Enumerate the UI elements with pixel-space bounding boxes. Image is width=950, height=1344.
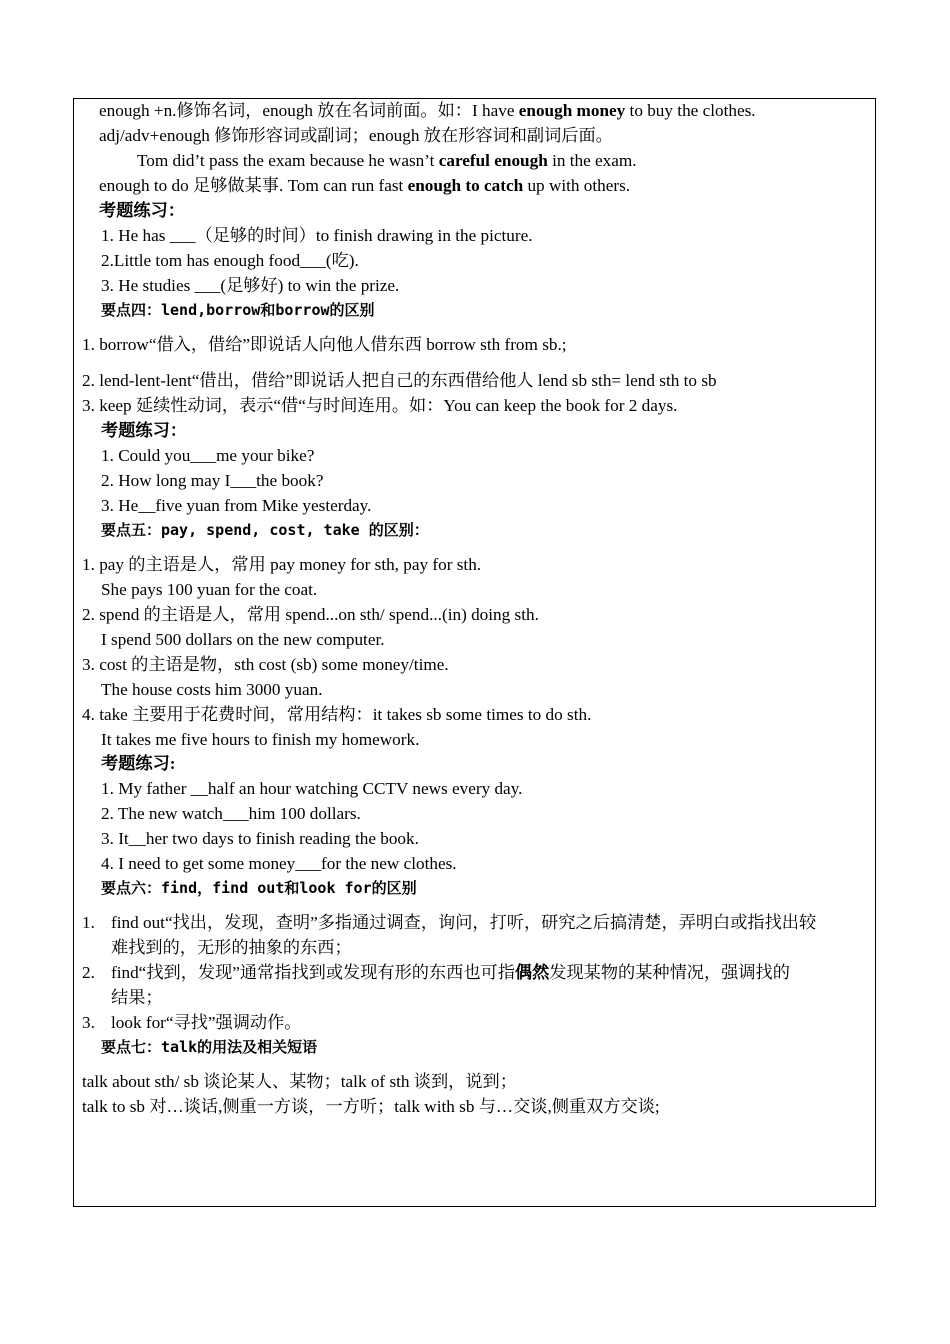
section-title-6: 要点六：find，find out和look for的区别 bbox=[101, 879, 417, 897]
question: 3. He__five yuan from Mike yesterday. bbox=[101, 496, 372, 515]
example: It takes me five hours to finish my homework. bbox=[101, 730, 420, 749]
practice-heading: 考题练习： bbox=[99, 201, 185, 220]
question: 1. He has ___（足够的时间）to finish drawing in the picture. bbox=[101, 226, 533, 245]
example: The house costs him 3000 yuan. bbox=[101, 680, 323, 699]
list-item: 1. borrow“借入，借给”即说话人向他人借东西 borrow sth from sb.; bbox=[82, 335, 567, 354]
list-item: find out“找出，发现，查明”多指通过调查，询问，打听，研究之后搞清楚，弄明白或指找出较 bbox=[111, 913, 817, 932]
enough-rule-noun bbox=[99, 98, 756, 123]
list-item-cont: 结果； bbox=[111, 988, 163, 1007]
list-item: 1. pay 的主语是人，常用 pay money for sth, pay for sth. bbox=[82, 555, 482, 574]
list-item-cont: 难找到的，无形的抽象的东西； bbox=[111, 938, 352, 957]
question: 1. My father __half an hour watching CCTV news every day. bbox=[101, 779, 523, 798]
list-item: 3. keep 延续性动词，表示“借“与时间连用。如：You can keep the book for 2 days. bbox=[82, 396, 678, 415]
bold-phrase: 偶然 bbox=[514, 963, 550, 982]
list-number: 3. bbox=[82, 1013, 95, 1032]
question: 1. Could you___me your bike? bbox=[101, 446, 315, 465]
question: 3. He studies ___(足够好) to win the prize. bbox=[101, 276, 400, 295]
bold-phrase: enough money bbox=[518, 101, 626, 120]
section-title-4: 要点四：lend,borrow和borrow的区别 bbox=[101, 301, 375, 319]
example: She pays 100 yuan for the coat. bbox=[101, 580, 318, 599]
text: up with others. bbox=[523, 176, 631, 195]
example: I spend 500 dollars on the new computer. bbox=[101, 630, 385, 649]
text: in the exam. bbox=[547, 151, 637, 170]
question: 4. I need to get some money___for the new clothes. bbox=[101, 854, 457, 873]
list-item: 4. take 主要用于花费时间，常用结构：it takes sb some times to do sth. bbox=[82, 705, 592, 724]
section-title-7: 要点七：talk的用法及相关短语 bbox=[101, 1038, 318, 1056]
phrase-line: talk to sb 对…谈话,侧重一方谈，一方听；talk with sb 与…交谈,侧重双方交谈; bbox=[82, 1097, 660, 1116]
practice-heading: 考题练习： bbox=[101, 421, 187, 440]
bold-phrase: enough to catch bbox=[407, 176, 524, 195]
list-item: look for“寻找”强调动作。 bbox=[111, 1013, 302, 1032]
question: 2. How long may I___the book? bbox=[101, 471, 324, 490]
enough-example bbox=[137, 148, 637, 173]
text: enough to do 足够做某事. Tom can run fast bbox=[99, 176, 408, 195]
enough-to-do bbox=[99, 173, 630, 198]
practice-heading: 考题练习: bbox=[101, 754, 176, 773]
question: 3. It__her two days to finish reading the book. bbox=[101, 829, 419, 848]
text: Tom did’t pass the exam because he wasn’t bbox=[137, 151, 439, 170]
text: enough +n.修饰名词，enough 放在名词前面。如：I have bbox=[99, 101, 519, 120]
question: 2. The new watch___him 100 dollars. bbox=[101, 804, 361, 823]
list-item: 2. spend 的主语是人，常用 spend...on sth/ spend...(in) doing sth. bbox=[82, 605, 539, 624]
enough-rule-adj: adj/adv+enough 修饰形容词或副词；enough 放在形容词和副词后面。 bbox=[99, 126, 613, 145]
list-number: 2. bbox=[82, 963, 95, 982]
phrase-line: talk about sth/ sb 谈论某人、某物；talk of sth 谈到，说到； bbox=[82, 1072, 517, 1091]
text: 发现某物的某种情况，强调找的 bbox=[549, 963, 790, 982]
list-item bbox=[111, 960, 790, 985]
list-item: 3. cost 的主语是物，sth cost (sb) some money/time. bbox=[82, 655, 449, 674]
list-item: 2. lend-lent-lent“借出，借给”即说话人把自己的东西借给他人 lend sb sth= lend sth to sb bbox=[82, 371, 717, 390]
section-title-5: 要点五：pay, spend, cost, take 的区别： bbox=[101, 521, 429, 539]
text: to buy the clothes. bbox=[625, 101, 756, 120]
text: find“找到，发现”通常指找到或发现有形的东西也可指 bbox=[111, 963, 515, 982]
list-number: 1. bbox=[82, 913, 95, 932]
question: 2.Little tom has enough food___(吃). bbox=[101, 251, 359, 270]
bold-phrase: careful enough bbox=[438, 151, 548, 170]
